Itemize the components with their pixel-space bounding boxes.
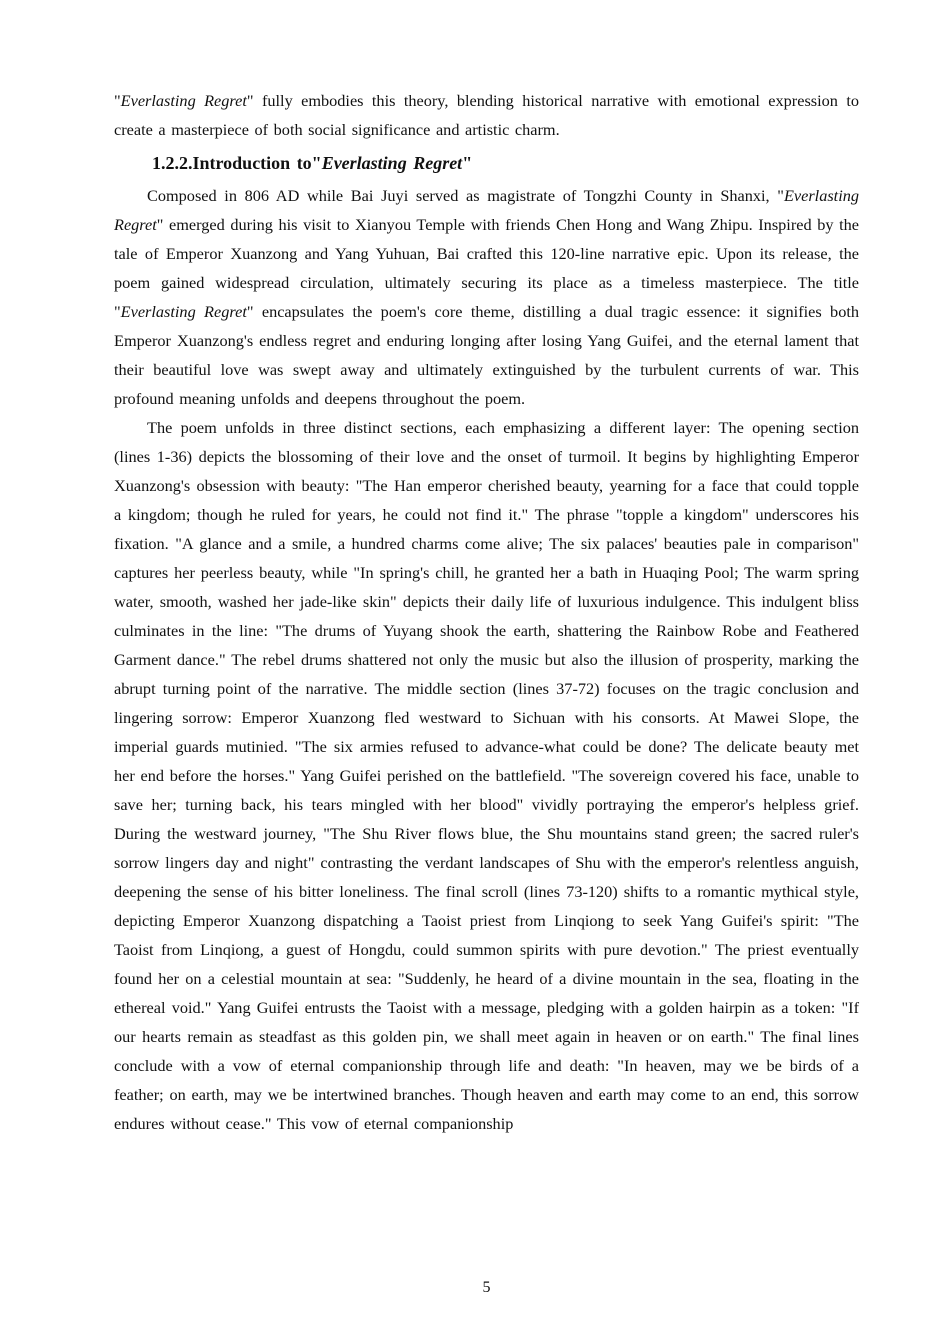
page-body: [114, 86, 859, 1138]
paragraph-text: " encapsulates the poem's core theme, distilling a dual tragic essence: it signifies both Emperor Xuanzong's endless regret and enduring longing after losing Yang Guifei, and the eternal lament that their beautiful love was swept away and ultimately extinguished by the turbulent currents of war. This profound meaning unfolds and deepens throughout the poem.: [114, 302, 859, 408]
paragraph-sections: [114, 413, 859, 1138]
heading-prefix: 1.2.2.Introduction to": [152, 153, 322, 173]
page-number: 5: [482, 1279, 491, 1296]
paragraph-text: " fully embodies this theory, blending historical narrative with emotional expression to create a masterpiece of both social significance and artistic charm.: [114, 91, 859, 139]
poem-title-italic: Everlasting Regret: [114, 186, 859, 234]
paragraph-text: Composed in 806 AD while Bai Juyi served as magistrate of Tongzhi County in Shanxi, ": [147, 186, 784, 205]
poem-title-italic: Everlasting Regret: [120, 302, 247, 321]
paragraph-continuation: [114, 86, 859, 144]
paragraph-composition: [114, 181, 859, 413]
heading-suffix: ": [462, 153, 473, 173]
paragraph-text: The poem unfolds in three distinct sections, each emphasizing a different layer: The opening section (lines 1-36) depicts the blossoming of their love and the onset of turmoil. It begins by highlighting Emperor Xuanzong's obsession with beauty: "The Han emperor cherished beauty, yearning for a face that could topple a kingdom; though he ruled for years, he could not find it." The phrase "topple a kingdom" underscores his fixation. "A glance and a smile, a hundred charms come alive; The six palaces' beauties pale in comparison" captures her peerless beauty, while "In spring's chill, he granted her a bath in Huaqing Pool; The warm spring water, smooth, washed her jade-like skin" depicts their daily life of luxurious indulgence. This indulgent bliss culminates in the line: "The drums of Yuyang shook the earth, shattering the Rainbow Robe and Feathered Garment dance." The rebel drums shattered not only the music but also the illusion of prosperity, marking the abrupt turning point of the narrative. The middle section (lines 37-72) focuses on the tragic conclusion and lingering sorrow: Emperor Xuanzong fled westward to Sichuan with his consorts. At Mawei Slope, the imperial guards mutinied. "The six armies refused to advance-what could be done? The delicate beauty met her end before the horses." Yang Guifei perished on the battlefield. "The sovereign covered his face, unable to save her; turning back, his tears mingled with her blood" vividly portraying the emperor's helpless grief. During the westward journey, "The Shu River flows blue, the Shu mountains stand green; the sacred ruler's sorrow lingers day and night" contrasting the verdant landscapes of Shu with the emperor's relentless anguish, deepening the sense of his bitter loneliness. The final scroll (lines 73-120) shifts to a romantic mythical style, depicting Emperor Xuanzong dispatching a Taoist priest from Linqiong to seek Yang Guifei's spirit: "The Taoist from Linqiong, a guest of Hongdu, could summon spirits with pure devotion." The priest eventually found her on a celestial mountain at sea: "Suddenly, he heard of a divine mountain in the sea, floating in the ethereal void." Yang Guifei entrusts the Taoist with a message, pledging with a golden hairpin as a token: "If our hearts remain as steadfast as this golden pin, we shall meet again in heaven or on earth." The final lines conclude with a vow of eternal companionship through life and death: "In heaven, may we be birds of a feather; on earth, may we be intertwined branches. Though heaven and earth may come to an end, this sorrow endures without cease." This vow of eternal companionship: [114, 418, 859, 1133]
heading-title-italic: Everlasting Regret: [321, 153, 463, 173]
paragraph-text: " emerged during his visit to Xianyou Temple with friends Chen Hong and Wang Zhipu. Inspired by the tale of Emperor Xuanzong and Yang Yuhuan, Bai crafted this 120-line narrative epic. Upon its release, the poem gained widespread circulation, ultimately securing its place as a timeless masterpiece. The title ": [114, 215, 859, 321]
poem-title-italic: Everlasting Regret: [120, 91, 247, 110]
quote-open: ": [114, 91, 121, 110]
section-heading: [152, 148, 859, 178]
